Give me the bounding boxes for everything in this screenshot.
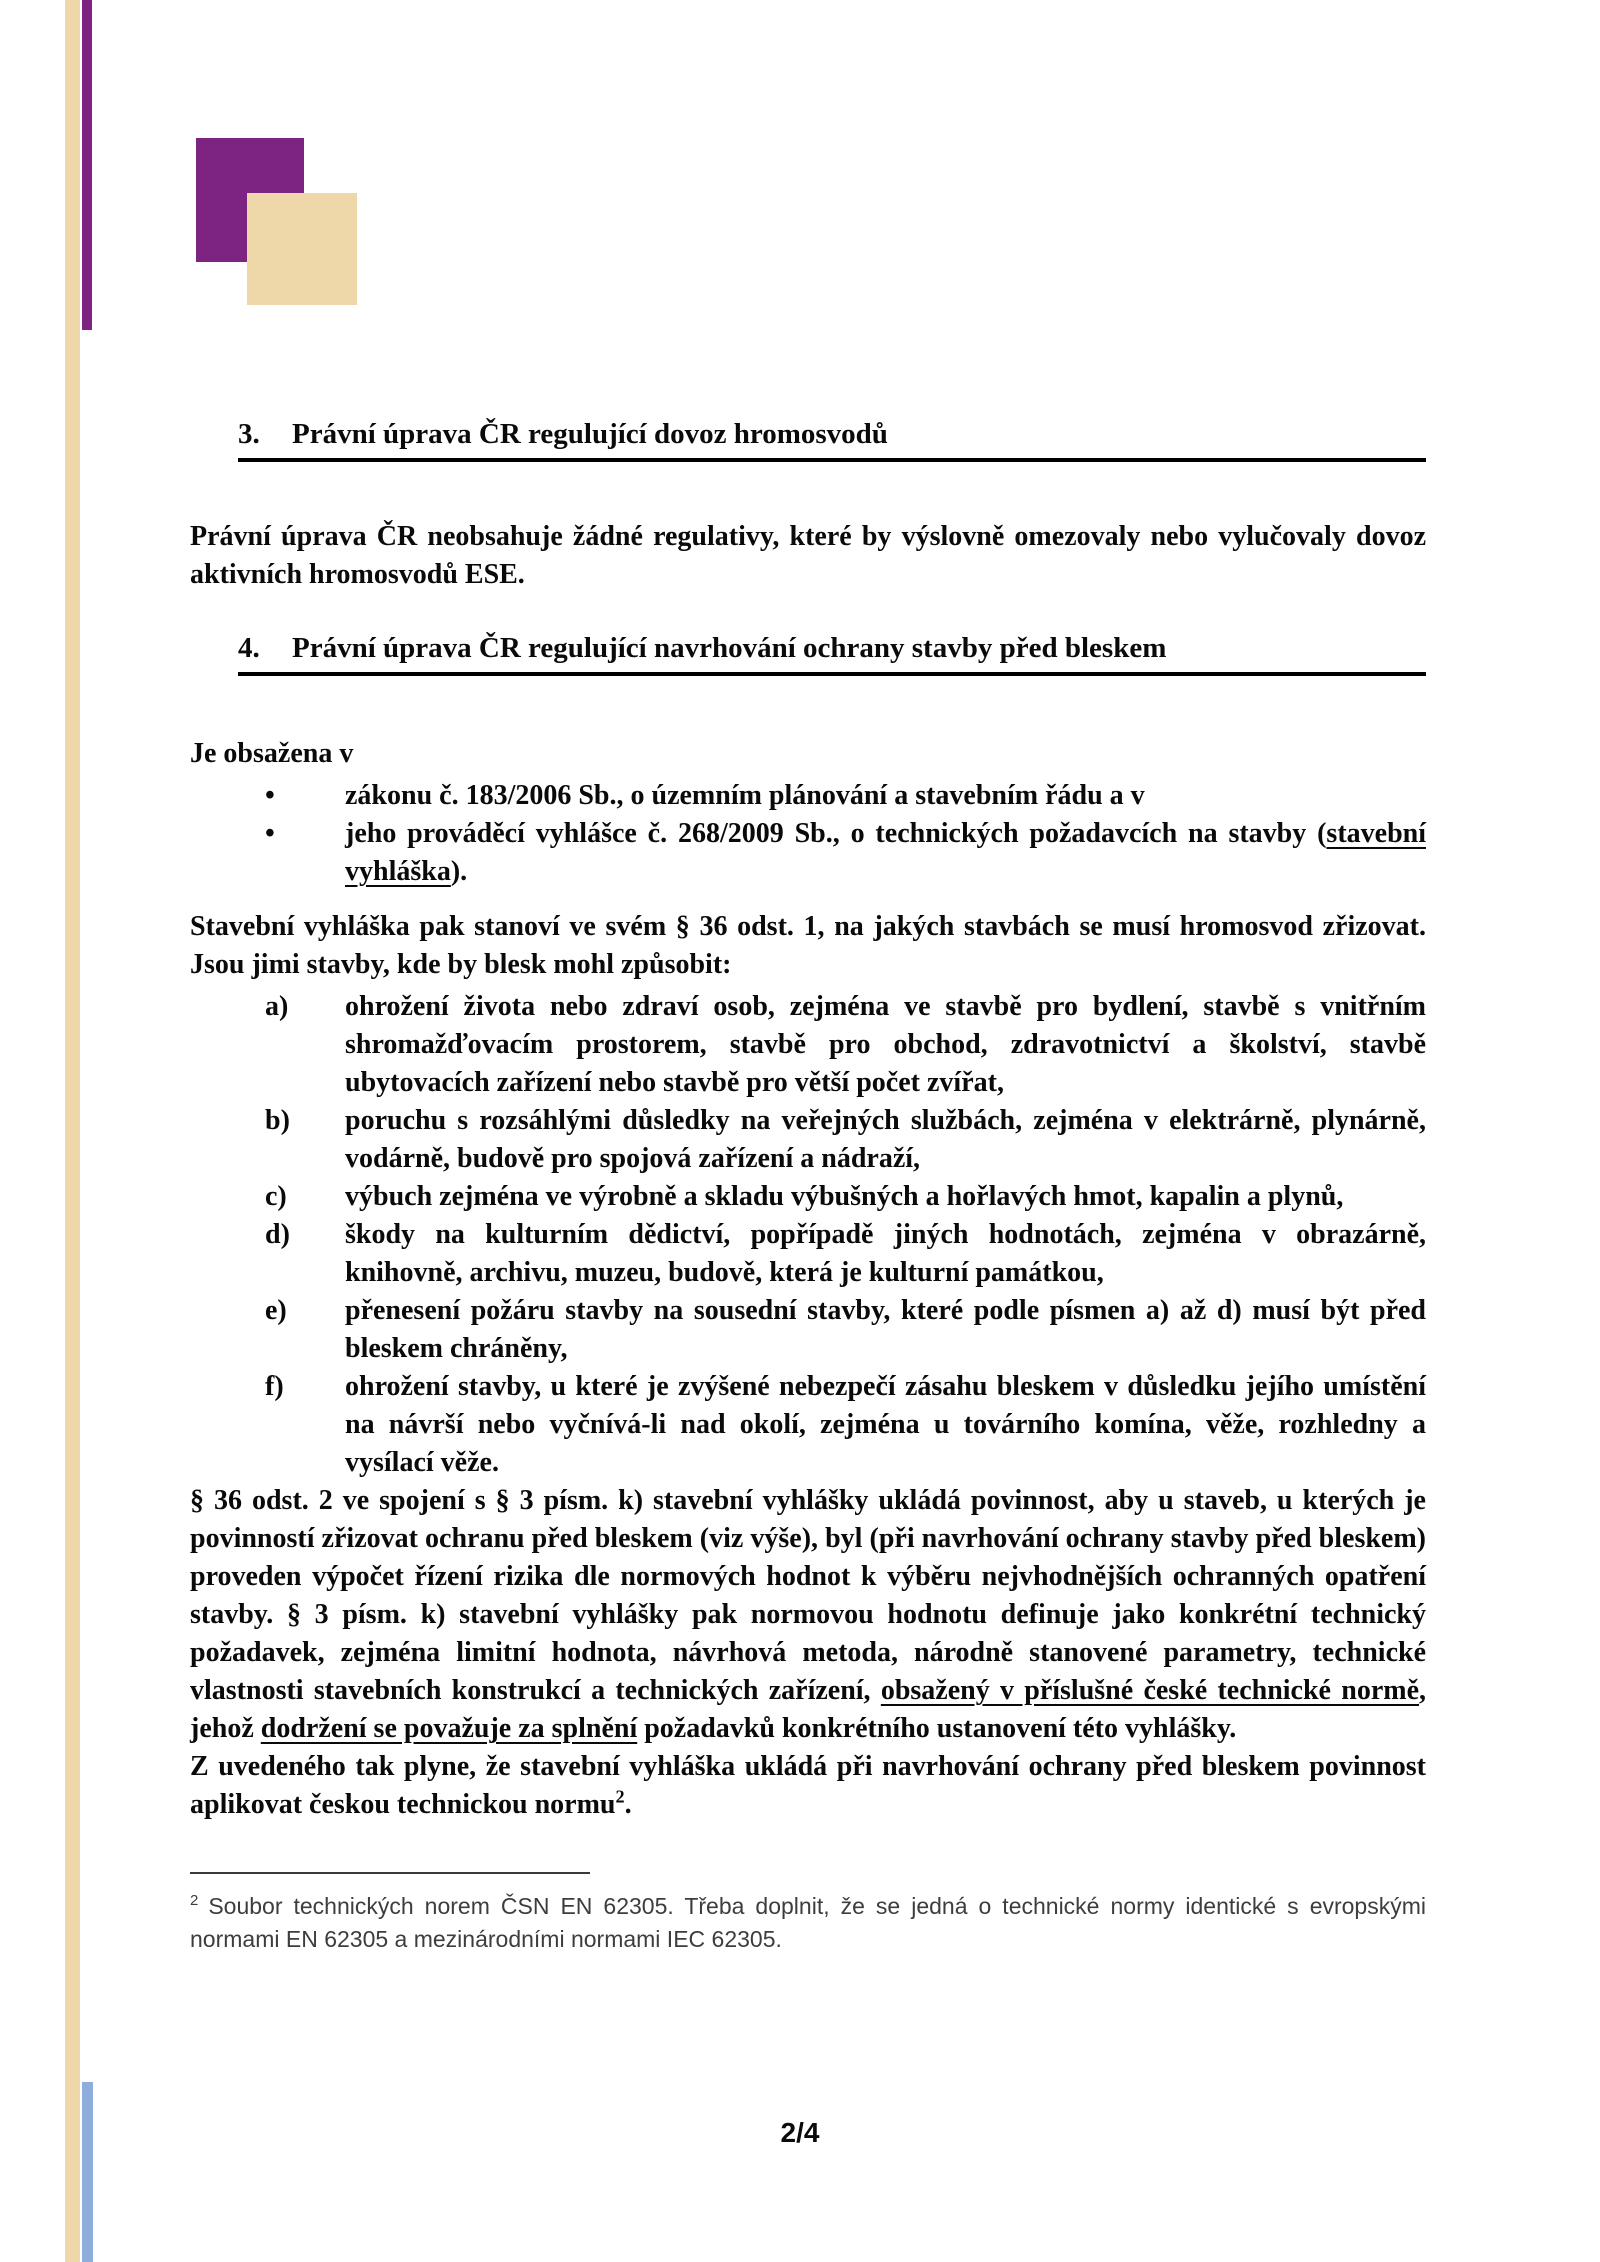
list-item (190, 1178, 1426, 1216)
paragraph-contained-in: Je obsažena v (190, 738, 354, 769)
left-blue-strip (82, 2082, 93, 2262)
list-item-marker: b) (265, 1105, 290, 1136)
document-content (190, 416, 1426, 1956)
footnote (190, 1890, 1426, 1956)
list-item-marker: e) (265, 1295, 287, 1326)
list-item-marker: a) (265, 991, 289, 1022)
list-item-text: ohrožení stavby, u které je zvýšené nebezpečí zásahu bleskem v důsledku jejího umístění na návrší nebo vyčnívá-li nad okolí, zejména u továrního komína, věže, rozhledny a vysílací věže. (345, 1371, 1426, 1478)
section-heading-3 (238, 416, 1426, 462)
list-item (190, 777, 1426, 815)
heading-label: Právní úprava ČR regulující navrhování ochrany stavby před bleskem (292, 632, 1167, 664)
list-item (190, 1102, 1426, 1178)
list-item-text: poruchu s rozsáhlými důsledky na veřejných službách, zejména v elektrárně, plynárně, vodárně, budově pro spojová zařízení a nádraží, (345, 1105, 1426, 1174)
list-item (190, 1368, 1426, 1482)
heading-number: 4. (238, 632, 260, 664)
list-item (190, 1292, 1426, 1368)
list-item-text: přenesení požáru stavby na sousední stavby, které podle písmen a) až d) musí být před bleskem chráněny, (345, 1295, 1426, 1364)
list-item-marker: • (265, 780, 275, 811)
list-item-text: zákonu č. 183/2006 Sb., o územním plánování a stavebním řádu a v (345, 780, 1145, 811)
list-item-text: výbuch zejména ve výrobně a skladu výbušných a hořlavých hmot, kapalin a plynů, (345, 1181, 1344, 1212)
bullet-list (190, 777, 1426, 891)
list-item (190, 1216, 1426, 1292)
list-item-text: ohrožení života nebo zdraví osob, zejména ve stavbě pro bydlení, stavbě s vnitřním shromažďovacím prostorem, stavbě pro obchod, zdravotnictví a školství, stavbě ubytovacích zařízení nebo stavbě pro větší počet zvířat, (345, 991, 1426, 1098)
paragraph-lead: Stavební vyhláška pak stanoví ve svém § 36 odst. 1, na jakých stavbách se musí hromosvod zřizovat. Jsou jimi stavby, kde by blesk mohl způsobit: (190, 911, 1426, 980)
list-item-marker: c) (265, 1181, 287, 1212)
list-item-marker: d) (265, 1219, 290, 1250)
footnote-text: Soubor technických norem ČSN EN 62305. Třeba doplnit, že se jedná o technické normy identické s evropskými normami EN 62305 a mezinárodními normami IEC 62305. (190, 1893, 1426, 1952)
list-item-marker: f) (265, 1371, 284, 1402)
list-item (190, 815, 1426, 891)
section-heading-4 (238, 630, 1426, 676)
footnote-marker: 2 (190, 1892, 199, 1910)
list-item-marker: • (265, 818, 275, 849)
list-item (190, 988, 1426, 1102)
page-number: 2/4 (780, 2117, 820, 2148)
left-beige-strip (65, 0, 80, 2262)
heading-number: 3. (238, 418, 260, 450)
lettered-list (190, 988, 1426, 1482)
logo-beige-square (247, 193, 357, 305)
paragraph-legal: § 36 odst. 2 ve spojení s § 3 písm. k) stavební vyhlášky ukládá povinnost, aby u staveb, u kterých je povinností zřizovat ochranu před bleskem (viz výše), byl (při navrhování ochrany stavby před bleskem) proveden výpočet řízení rizika dle normových hodnot k výběru nejvhodnějších ochranných opatření stavby. § 3 písm. k) stavební vyhlášky pak normovou hodnotu definuje jako konkrétní technický požadavek, zejména limitní hodnota, návrhová metoda, národně stanovené parametry, technické vlastnosti stavebních konstrukcí a technických zařízení, obsažený v příslušné české technické normě, jehož dodržení se považuje za splnění požadavků konkrétního ustanovení této vyhlášky. (190, 1485, 1427, 1744)
paragraph-regulation-absence: Právní úprava ČR neobsahuje žádné regulativy, které by výslovně omezovaly nebo vylučovaly dovoz aktivních hromosvodů ESE. (190, 521, 1426, 590)
paragraph-closing: Z uvedeného tak plyne, že stavební vyhláška ukládá při navrhování ochrany před bleskem povinnost aplikovat českou technickou normu$^2$. (190, 1751, 1426, 1820)
heading-label: Právní úprava ČR regulující dovoz hromosvodů (292, 418, 888, 450)
list-item-text: jeho prováděcí vyhlášce č. 268/2009 Sb., o technických požadavcích na stavby (stavební vyhláška). (345, 818, 1426, 887)
list-item-text: škody na kulturním dědictví, popřípadě jiných hodnotách, zejména v obrazárně, knihovně, archivu, muzeu, budově, která je kulturní památkou, (345, 1219, 1426, 1288)
left-purple-strip (82, 0, 92, 330)
footnote-separator (190, 1872, 590, 1874)
